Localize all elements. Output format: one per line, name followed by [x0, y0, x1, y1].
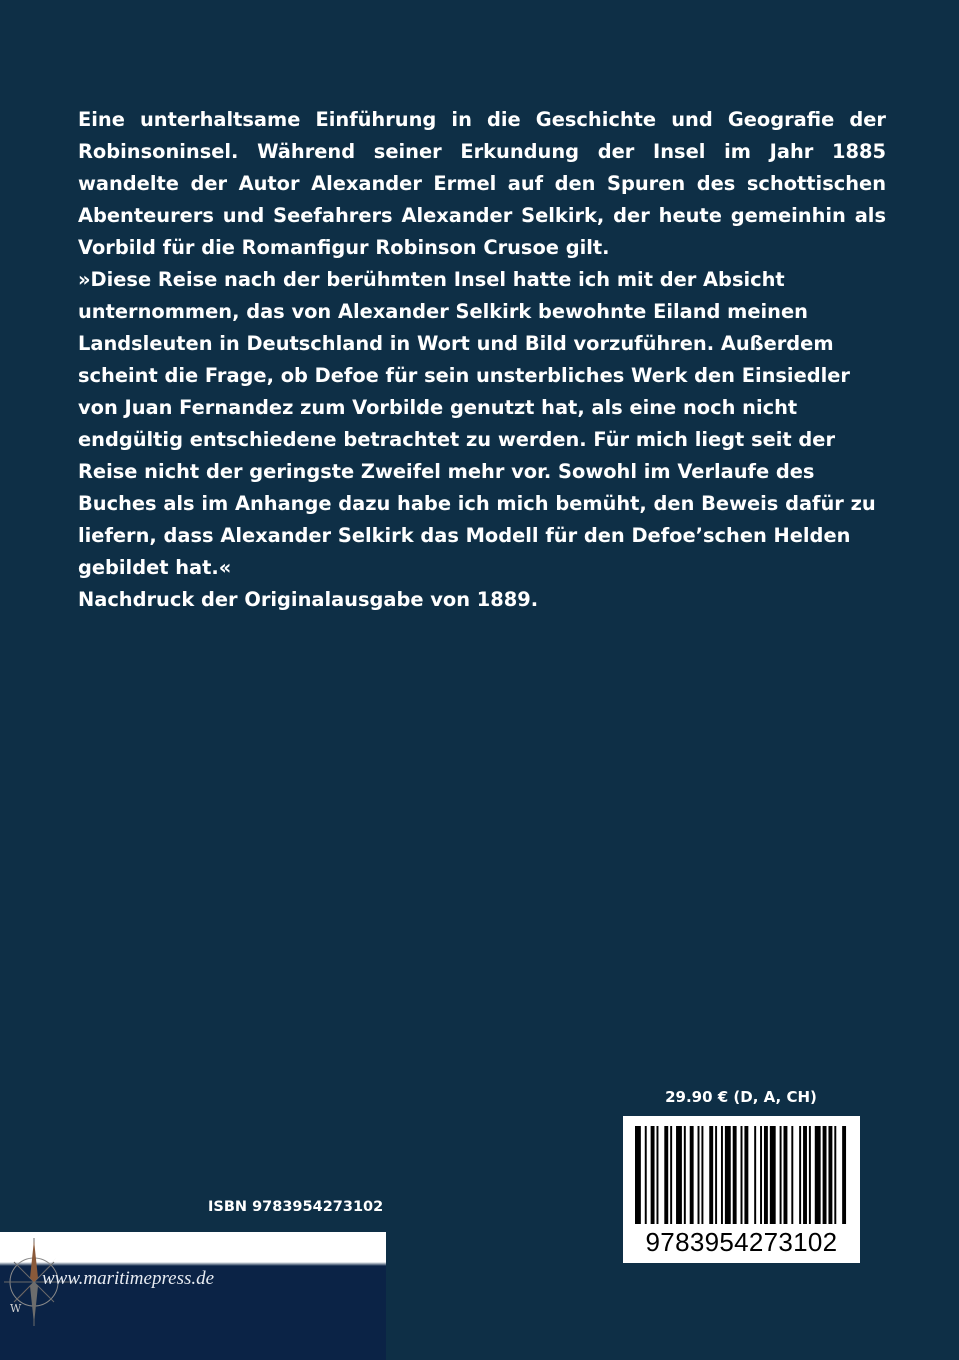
- publisher-website: www.maritimepress.de: [42, 1268, 215, 1289]
- publisher-logo-band: [0, 1232, 386, 1360]
- reprint-note: Nachdruck der Originalausgabe von 1889.: [78, 588, 539, 611]
- back-cover-blurb: [78, 104, 886, 616]
- barcode-number: 9783954273102: [645, 1227, 838, 1257]
- compass-rose-icon: [4, 1234, 74, 1354]
- blurb-quote-paragraph: »Diese Reise nach der berühmten Insel hatte ich mit der Absicht unternommen, das von Alexander Selkirk bewohnte Eiland meinen Landsleuten in Deutschland in Wort und Bild vorzuführen. Außerdem scheint die Frage, ob Defoe für sein unsterbliches Werk den Einsiedler von Juan Fernandez zum Vorbilde genutzt hat, als eine noch nicht endgültig entschiedene betrachtet zu werden. Für mich liegt seit der Reise nicht der geringste Zweifel mehr vor. Sowohl im Verlaufe des Buches als im Anhange dazu habe ich mich bemüht, den Beweis dafür zu liefern, dass Alexander Selkirk das Modell für den Defoe’schen Helden gebildet hat.«: [78, 268, 876, 579]
- barcode-bars: [635, 1126, 848, 1224]
- barcode: [623, 1116, 860, 1263]
- price-label: 29.90 € (D, A, CH): [665, 1088, 817, 1106]
- svg-text:W: W: [10, 1302, 22, 1315]
- isbn-label: ISBN 9783954273102: [208, 1199, 384, 1215]
- blurb-intro-paragraph: Eine unterhaltsame Einführung in die Geschichte und Geografie der Robinsoninsel. Während seiner Erkundung der Insel im Jahr 1885 wandelte der Autor Alexander Ermel auf den Spuren des schottischen Abenteurers und Seefahrers Alexander Selkirk, der heute gemeinhin als Vorbild für die Romanfigur Robinson Crusoe gilt.: [78, 108, 886, 259]
